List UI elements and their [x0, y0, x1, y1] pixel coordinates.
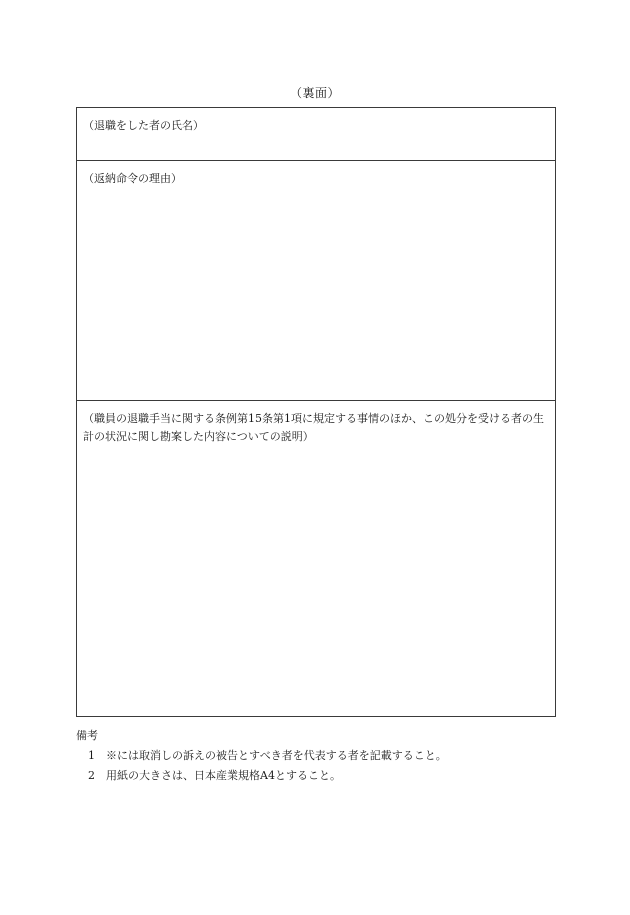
retiree-name-section	[77, 108, 555, 160]
return-order-reason-label: （返納命令の理由）	[83, 172, 182, 185]
remark-text: 用紙の大きさは、日本産業規格A4とすること。	[106, 769, 341, 782]
remarks-heading: 備考	[76, 729, 98, 742]
considered-circumstances-section	[77, 400, 555, 716]
considered-circumstances-label: （職員の退職手当に関する条例第15条第1項に規定する事情のほか、この処分を受ける者の生計の状況に関し勘案した内容についての説明）	[83, 412, 544, 443]
remarks	[76, 726, 566, 786]
remark-number: 2	[88, 769, 95, 782]
remark-number: 1	[88, 749, 95, 762]
page-heading: （裏面）	[289, 86, 340, 100]
return-order-reason-section	[77, 160, 555, 400]
remark-text: ※には取消しの訴えの被告とすべき者を代表する者を記載すること。	[106, 749, 447, 762]
retiree-name-label: （退職をした者の氏名）	[83, 119, 204, 132]
remark-item	[76, 766, 566, 786]
form-table	[76, 107, 556, 717]
remark-item	[76, 746, 566, 766]
